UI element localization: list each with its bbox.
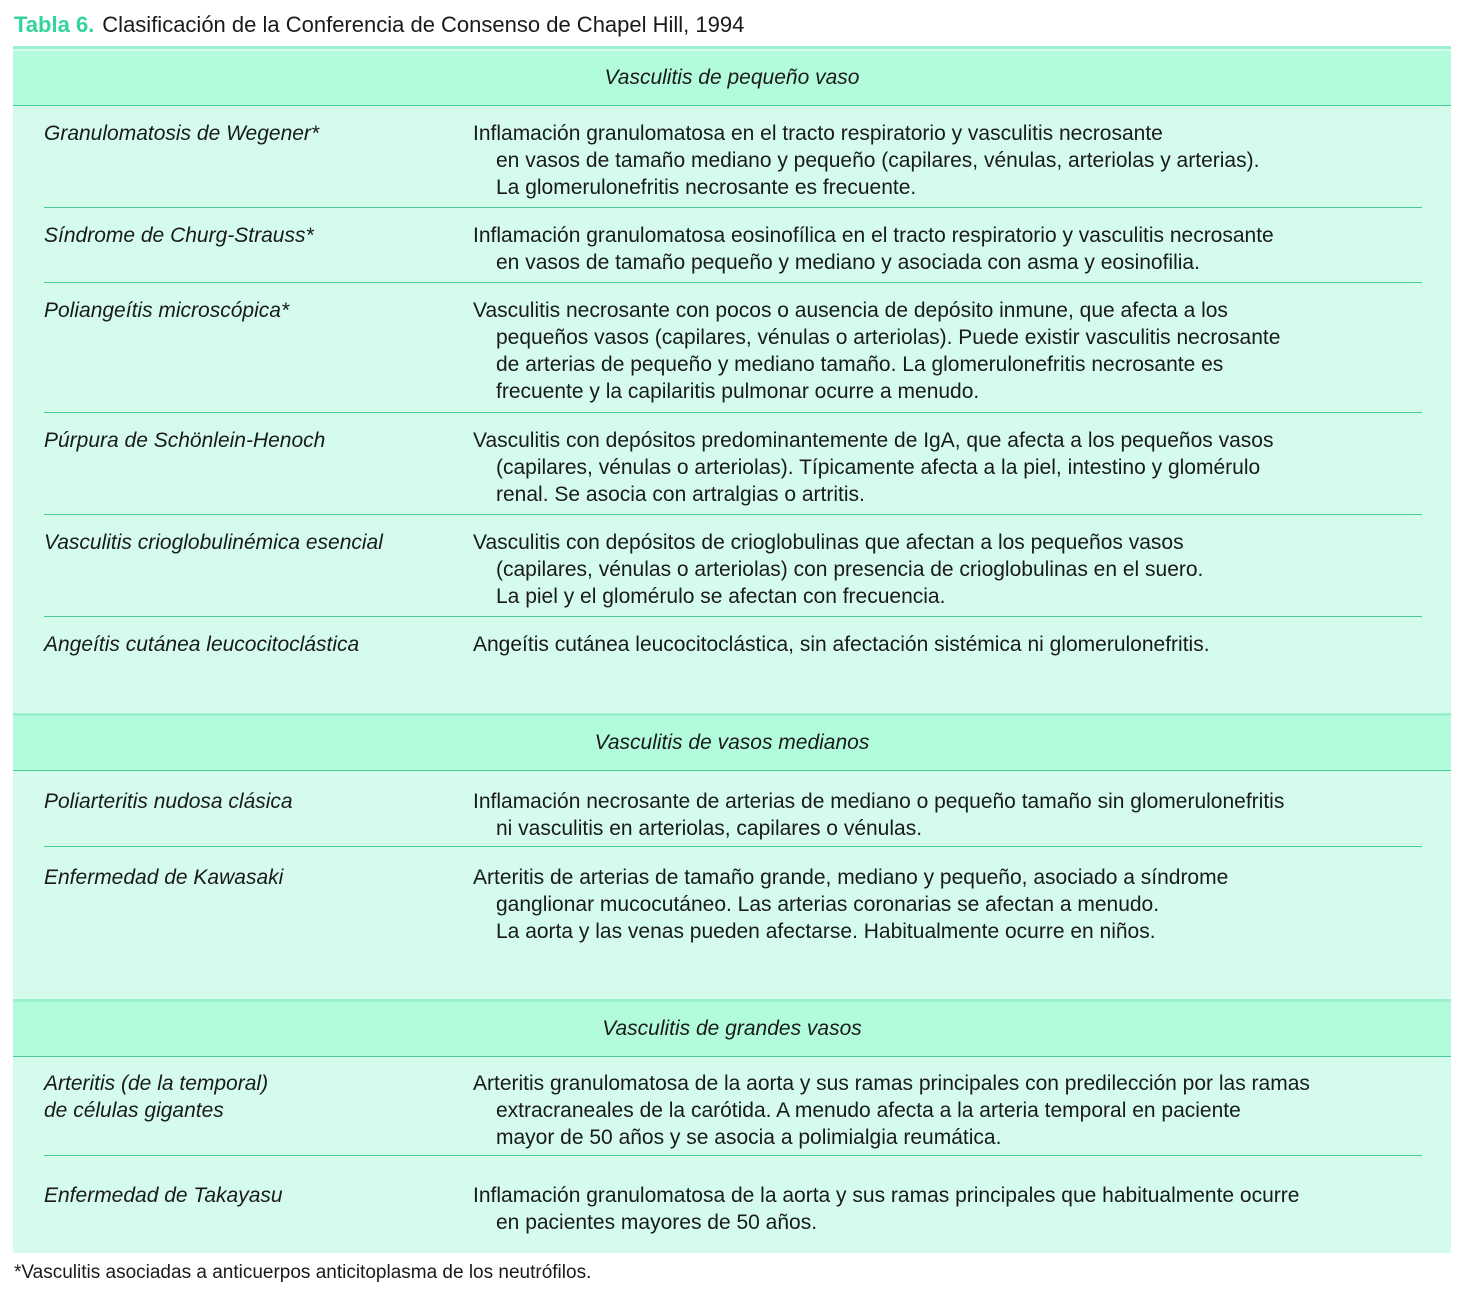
definition-line: ganglionar mucocutáneo. Las arterias coronarias se afectan a menudo. [496,893,1160,916]
definition-line: renal. Se asocia con artralgias o artritis. [496,483,865,506]
definition-line: Inflamación granulomatosa eosinofílica en el tracto respiratorio y vasculitis necrosante [473,224,1274,247]
footnote: *Vasculitis asociadas a anticuerpos anticitoplasma de los neutrófilos. [14,1262,592,1283]
row-separator [44,616,1422,617]
section-heading: Vasculitis de vasos medianos [13,716,1451,771]
definition-line: La aorta y las venas pueden afectarse. Habitualmente ocurre en niños. [496,920,1156,943]
row-definition [473,1070,1433,1151]
row-separator [44,514,1422,515]
term-line: Enfermedad de Kawasaki [44,866,284,889]
term-line: Púrpura de Schönlein-Henoch [44,429,326,452]
definition-line: Inflamación necrosante de arterias de mediano o pequeño tamaño sin glomerulonefritis [473,790,1285,813]
row-separator [44,1155,1422,1156]
row-definition [473,1182,1433,1236]
row-separator [44,282,1422,283]
term-line: Poliangeítis microscópica* [44,299,290,322]
definition-line: Arteritis de arterias de tamaño grande, mediano y pequeño, asociado a síndrome [473,866,1229,889]
row-definition [473,864,1433,945]
row-term [44,788,464,815]
row-separator [44,846,1422,847]
definition-line: ni vasculitis en arteriolas, capilares o vénulas. [496,817,923,840]
row-term [44,222,464,249]
row-term [44,1182,464,1209]
definition-line: frecuente y la capilaritis pulmonar ocurre a menudo. [496,380,980,403]
term-line: Síndrome de Churg-Strauss* [44,224,314,247]
definition-line: mayor de 50 años y se asocia a polimialgia reumática. [496,1126,1002,1149]
term-line: Enfermedad de Takayasu [44,1184,283,1207]
definition-line: Vasculitis necrosante con pocos o ausencia de depósito inmune, que afecta a los [473,299,1228,322]
row-term [44,427,464,454]
section-heading: Vasculitis de grandes vasos [13,1002,1451,1057]
definition-line: Inflamación granulomatosa en el tracto respiratorio y vasculitis necrosante [473,122,1163,145]
row-term [44,631,464,658]
term-line: Granulomatosis de Wegener* [44,122,320,145]
definition-line: Inflamación granulomatosa de la aorta y sus ramas principales que habitualmente ocurre [473,1184,1300,1207]
row-definition [473,529,1433,610]
definition-line: en pacientes mayores de 50 años. [496,1211,818,1234]
definition-line: Arteritis granulomatosa de la aorta y sus ramas principales con predilección por las ramas [473,1072,1310,1095]
definition-line: pequeños vasos (capilares, vénulas o arteriolas). Puede existir vasculitis necrosante [496,326,1281,349]
section-heading: Vasculitis de pequeño vaso [13,51,1451,106]
row-definition [473,120,1433,201]
term-line: Angeítis cutánea leucocitoclástica [44,633,360,656]
definition-line: extracraneales de la carótida. A menudo afecta a la arteria temporal en paciente [496,1099,1241,1122]
table-caption: Clasificación de la Conferencia de Consenso de Chapel Hill, 1994 [102,12,745,37]
row-separator [44,412,1422,413]
row-term [44,297,464,324]
definition-line: (capilares, vénulas o arteriolas) con presencia de crioglobulinas en el suero. [496,558,1204,581]
definition-line: de arterias de pequeño y mediano tamaño. La glomerulonefritis necrosante es [496,353,1224,376]
row-separator [44,207,1422,208]
row-term [44,120,464,147]
row-term [44,864,464,891]
row-definition [473,788,1433,842]
classification-table [13,46,1451,1253]
term-line: Arteritis (de la temporal) [44,1072,269,1095]
term-line: Poliarteritis nudosa clásica [44,790,293,813]
definition-line: La piel y el glomérulo se afectan con frecuencia. [496,585,946,608]
row-term [44,529,464,556]
definition-line: Vasculitis con depósitos de crioglobulinas que afectan a los pequeños vasos [473,531,1184,554]
row-term [44,1070,464,1124]
definition-line: (capilares, vénulas o arteriolas). Típicamente afecta a la piel, intestino y glomérulo [496,456,1261,479]
row-definition [473,222,1433,276]
definition-line: en vasos de tamaño mediano y pequeño (capilares, vénulas, arteriolas y arterias). [496,149,1260,172]
row-definition [473,631,1433,658]
table-number: Tabla 6. [14,12,95,37]
definition-line: en vasos de tamaño pequeño y mediano y asociada con asma y eosinofilia. [496,251,1200,274]
row-definition [473,427,1433,508]
definition-line: Angeítis cutánea leucocitoclástica, sin afectación sistémica ni glomerulonefritis. [473,633,1210,656]
term-line: de células gigantes [44,1099,224,1122]
row-definition [473,297,1433,405]
table-title [14,10,744,40]
definition-line: La glomerulonefritis necrosante es frecuente. [496,176,917,199]
definition-line: Vasculitis con depósitos predominantemente de IgA, que afecta a los pequeños vasos [473,429,1274,452]
term-line: Vasculitis crioglobulinémica esencial [44,531,383,554]
